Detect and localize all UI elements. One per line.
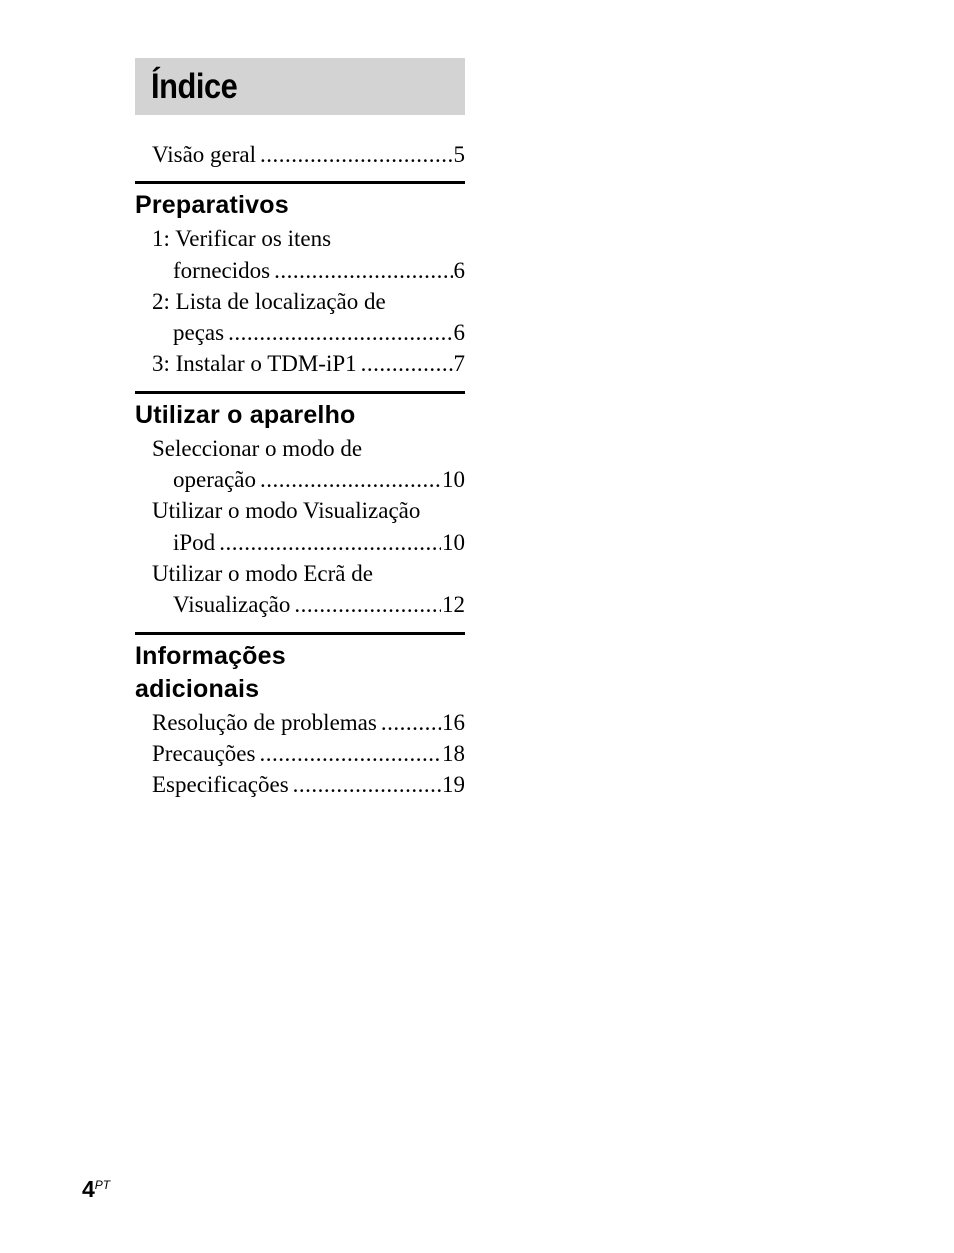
toc-entry-page: 12: [442, 592, 465, 618]
toc-entry-label: Resolução de problemas: [152, 709, 377, 735]
toc-entry-page: 7: [453, 351, 465, 377]
toc-entry-line: [152, 317, 465, 348]
section-heading: [135, 640, 465, 706]
toc-entry-overview[interactable]: [135, 139, 465, 170]
toc-entry-page: 10: [442, 529, 465, 555]
toc-entry-line: [152, 738, 465, 769]
toc-entry-label: Visão geral: [152, 142, 256, 167]
toc-entry-label: Especificações: [152, 772, 289, 798]
page-number-suffix: PT: [94, 1178, 111, 1192]
toc-entry[interactable]: [135, 707, 465, 738]
toc-entry-line: [152, 348, 465, 379]
toc-entry[interactable]: [135, 223, 465, 286]
toc-entry-label-cont: peças: [173, 320, 225, 346]
page-number-value: 4: [82, 1176, 95, 1202]
toc-entry-line: [152, 139, 465, 170]
toc-entry-label: Seleccionar o modo de: [152, 435, 363, 461]
section-heading: Utilizar o aparelho: [135, 400, 356, 429]
toc-entry[interactable]: [135, 769, 465, 800]
section-heading-line: Informações: [135, 641, 286, 670]
toc-entry-label-cont: fornecidos: [173, 257, 271, 283]
dot-leader: [293, 769, 441, 800]
section-preparativos: [135, 181, 465, 379]
toc-entry[interactable]: [135, 286, 465, 349]
toc-entry-label: 1: Verificar os itens: [152, 226, 332, 252]
toc-entry[interactable]: [135, 738, 465, 769]
toc-entry[interactable]: [135, 433, 465, 496]
toc-entry-page: 10: [442, 467, 465, 493]
title-bar: [135, 58, 465, 115]
toc-entry-label-cont: operação: [173, 467, 256, 493]
toc-entry-line: [152, 255, 465, 286]
toc-entry-line: [152, 527, 465, 558]
section-utilizar-o-aparelho: [135, 391, 465, 621]
toc-entry-label: Utilizar o modo Ecrã de: [152, 560, 373, 586]
page-title: Índice: [151, 66, 238, 106]
overview-section: [135, 139, 465, 170]
toc-entry-page: 6: [453, 320, 465, 346]
toc-entry-label: 3: Instalar o TDM-iP1: [152, 351, 357, 377]
toc-entry-page: 16: [442, 709, 465, 735]
toc-entry-label-cont: Visualização: [173, 592, 291, 618]
section-heading: Preparativos: [135, 191, 289, 220]
toc-entry-page: 6: [453, 257, 465, 283]
section-heading-line: adicionais: [135, 674, 260, 703]
toc-entry-label: Utilizar o modo Visualização: [152, 498, 421, 524]
toc-entry-page: 19: [442, 772, 465, 798]
toc-entry-page: 5: [453, 142, 465, 167]
toc-entry-page: 18: [442, 740, 465, 766]
toc-entry[interactable]: [135, 495, 465, 558]
dot-leader: [361, 348, 453, 379]
toc-entry-line: [152, 464, 465, 495]
table-of-contents: [135, 58, 465, 800]
toc-entry[interactable]: [135, 348, 465, 379]
dot-leader: [259, 738, 441, 769]
section-informacoes-adicionais: [135, 632, 465, 801]
section-entries: [135, 707, 465, 801]
toc-entry-line: [152, 707, 465, 738]
toc-entry-label: Precauções: [152, 740, 256, 766]
toc-entry-line: [152, 769, 465, 800]
section-entries: [135, 223, 465, 379]
toc-entry-label-cont: iPod: [173, 529, 216, 555]
toc-entry-label: 2: Lista de localização de: [152, 288, 386, 314]
section-entries: [135, 433, 465, 621]
dot-leader: [260, 139, 453, 170]
dot-leader: [260, 464, 441, 495]
dot-leader: [219, 527, 441, 558]
toc-entry[interactable]: [135, 558, 465, 621]
page-number: [82, 1176, 110, 1203]
dot-leader: [294, 589, 441, 620]
dot-leader: [228, 317, 452, 348]
toc-entry-line: [152, 589, 465, 620]
dot-leader: [381, 707, 441, 738]
dot-leader: [274, 255, 452, 286]
